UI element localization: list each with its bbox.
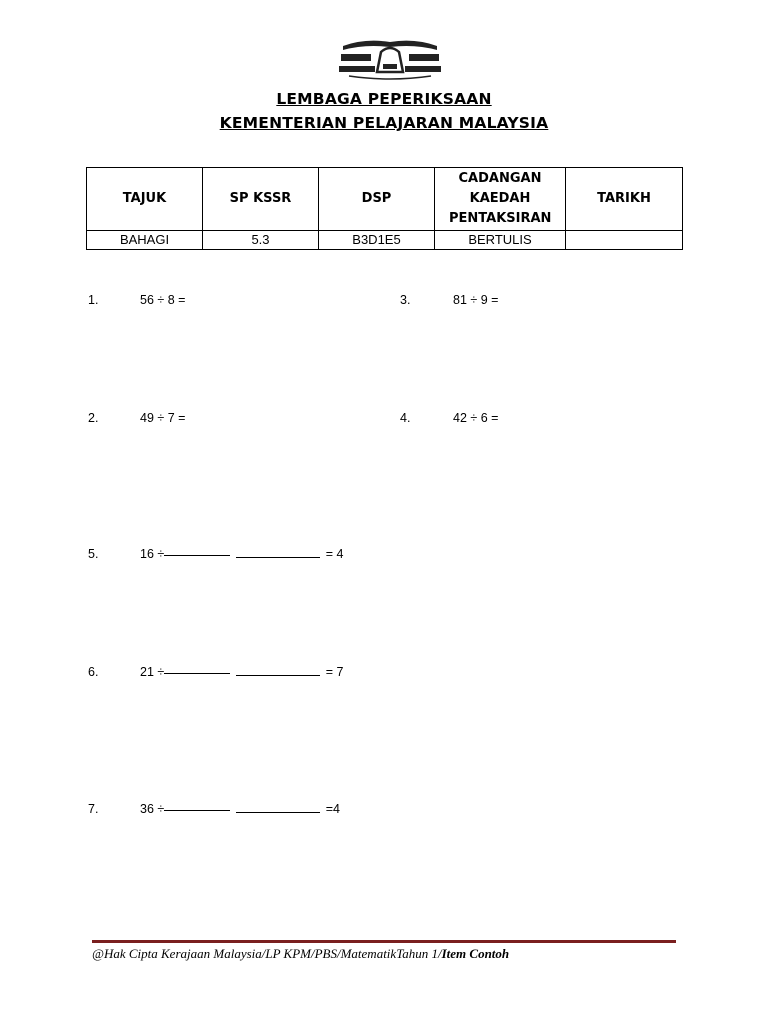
question-5-suffix: = 4 xyxy=(325,547,344,561)
question-7-answer-blank[interactable] xyxy=(236,802,320,813)
header-tarikh: TARIKH xyxy=(566,168,683,231)
question-3-number: 3. xyxy=(400,293,411,307)
question-4-number: 4. xyxy=(400,411,411,425)
question-2-number: 2. xyxy=(88,411,99,425)
question-6-answer-blank[interactable] xyxy=(236,665,320,676)
title-line-2: KEMENTERIAN PELAJARAN MALAYSIA xyxy=(219,114,549,132)
question-7-number: 7. xyxy=(88,802,99,816)
header-dsp: DSP xyxy=(319,168,435,231)
lp-logo xyxy=(335,36,445,84)
question-5-divisor-blank[interactable] xyxy=(164,554,230,556)
question-6-suffix: = 7 xyxy=(325,665,344,679)
question-4-text: 42 ÷ 6 = xyxy=(453,411,499,425)
question-1-text: 56 ÷ 8 = xyxy=(140,293,186,307)
info-table-row xyxy=(87,231,683,250)
footer-text: @Hak Cipta Kerajaan Malaysia/LP KPM/PBS/MatematikTahun 1/ xyxy=(92,946,442,961)
footer-divider xyxy=(92,940,676,943)
header-tajuk: TAJUK xyxy=(87,168,203,231)
footer-bold-text: Item Contoh xyxy=(441,946,510,961)
cell-tarikh[interactable] xyxy=(566,231,683,250)
question-7-suffix: =4 xyxy=(325,802,340,816)
info-table-header-row xyxy=(87,168,683,231)
question-5-prefix: 16 ÷ xyxy=(140,547,165,561)
question-5-number: 5. xyxy=(88,547,99,561)
question-6-divisor-blank[interactable] xyxy=(164,672,230,674)
header-cadangan: CADANGAN KAEDAH PENTAKSIRAN xyxy=(435,168,566,231)
question-6-prefix: 21 ÷ xyxy=(140,665,165,679)
cell-sp-kssr: 5.3 xyxy=(203,231,319,250)
question-3-text: 81 ÷ 9 = xyxy=(453,293,499,307)
question-7-text xyxy=(140,802,340,816)
question-7-prefix: 36 ÷ xyxy=(140,802,165,816)
lp-logo-emblem-icon xyxy=(335,36,445,84)
question-1-number: 1. xyxy=(88,293,99,307)
title-line-1: LEMBAGA PEPERIKSAAN xyxy=(276,90,492,108)
question-7-divisor-blank[interactable] xyxy=(164,809,230,811)
question-6-number: 6. xyxy=(88,665,99,679)
info-table xyxy=(86,167,683,250)
cell-tajuk: BAHAGI xyxy=(87,231,203,250)
question-5-text xyxy=(140,547,343,561)
footer-copyright xyxy=(92,946,692,962)
cell-cadangan: BERTULIS xyxy=(435,231,566,250)
header-sp-kssr: SP KSSR xyxy=(203,168,319,231)
question-2-text: 49 ÷ 7 = xyxy=(140,411,186,425)
cell-dsp: B3D1E5 xyxy=(319,231,435,250)
question-6-text xyxy=(140,665,343,679)
question-5-answer-blank[interactable] xyxy=(236,547,320,558)
